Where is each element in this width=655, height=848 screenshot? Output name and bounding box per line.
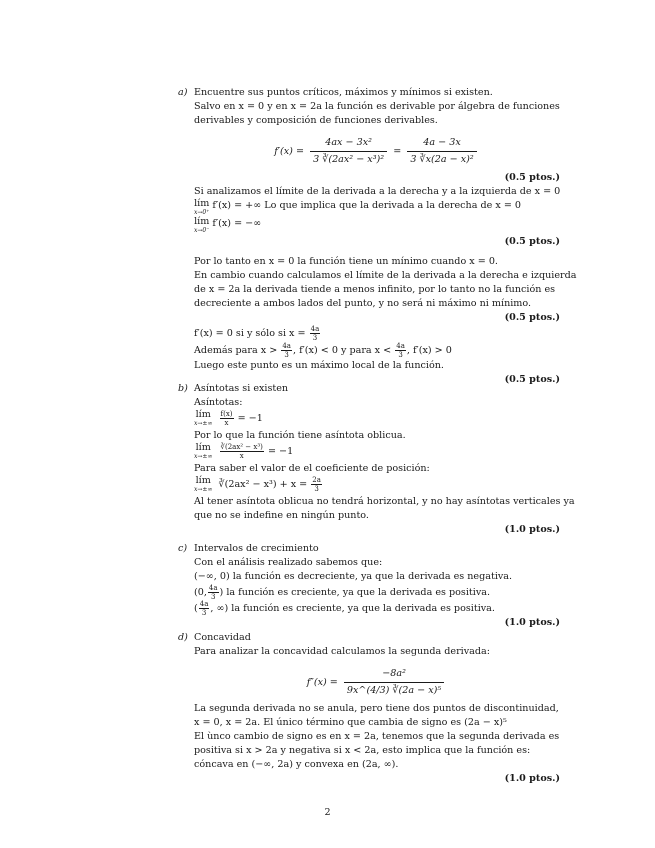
limit-line xyxy=(194,443,560,462)
equals-sign: = xyxy=(393,146,402,157)
numerator: 4a − 3x xyxy=(407,136,476,152)
denominator: 3 ∛(2ax² − x³)² xyxy=(313,154,385,165)
fraction xyxy=(220,410,234,427)
text: ∛(2ax² − x³) + x = xyxy=(218,479,308,490)
denominator: 3 xyxy=(210,593,216,601)
limit-expression: f′(x) = −∞ xyxy=(212,218,262,229)
paragraph: Por lo tanto en x = 0 la función tiene un mínimo cuando x = 0. xyxy=(194,256,498,267)
denominator: 3 ∛x(2a − x)² xyxy=(410,154,474,165)
paragraph: Por lo que la función tiene asíntota oblicua. xyxy=(194,430,406,441)
numerator: 4ax − 3x² xyxy=(310,136,387,152)
points-label: (1.0 ptos.) xyxy=(504,524,560,535)
denominator: 3 xyxy=(312,334,318,342)
text: = −1 xyxy=(267,446,294,457)
paragraph: El ùnco cambio de signo es en x = 2a, tenemos que la segunda derivada es xyxy=(194,731,560,742)
fraction xyxy=(395,342,406,359)
limit-word: lím xyxy=(195,475,211,486)
section-d-body xyxy=(194,645,560,786)
text: , f′(x) > 0 xyxy=(406,345,452,356)
points-label: (1.0 ptos.) xyxy=(504,773,560,784)
denominator: x xyxy=(224,419,229,427)
page-number: 2 xyxy=(324,807,331,818)
section-b-label: b) xyxy=(178,383,188,394)
interval-line xyxy=(194,600,560,616)
limit-line xyxy=(194,410,560,429)
section-a-title: Encuentre sus puntos críticos, máximos y mínimos si existen. xyxy=(194,87,493,98)
denominator: 3 xyxy=(284,351,289,359)
text: (0, xyxy=(194,587,207,598)
paragraph: x = 0, x = 2a. El único término que cambia de signo es (2a − x)⁵ xyxy=(194,717,507,728)
limit-word: lím xyxy=(194,198,210,209)
numerator: 2a xyxy=(312,476,321,484)
paragraph: (−∞, 0) la función es decreciente, ya que la derivada es negativa. xyxy=(194,571,513,582)
fraction xyxy=(344,667,444,698)
points-label: (1.0 ptos.) xyxy=(504,617,560,628)
numerator: 4a xyxy=(199,600,209,608)
numerator: 4a xyxy=(396,342,405,350)
limit-operator xyxy=(194,443,212,461)
limit-word: lím xyxy=(195,442,211,453)
paragraph: Con el análisis realizado sabemos que: xyxy=(194,557,383,568)
equation-lhs: f′(x) = xyxy=(274,146,304,157)
equation-second-derivative xyxy=(194,667,560,698)
paragraph: La segunda derivada no se anula, pero tiene dos puntos de discontinuidad, xyxy=(194,703,559,714)
limit-operator xyxy=(194,476,212,494)
paragraph: Para saber el valor de el coeficiente de posición: xyxy=(194,463,430,474)
paragraph: En cambio cuando calculamos el límite de la derivada a la derecha e izquierda xyxy=(194,270,577,281)
limit-operator xyxy=(194,410,212,428)
limit-operator xyxy=(194,199,209,217)
paragraph: que no se indefine en ningún punto. xyxy=(194,510,369,521)
paragraph: decreciente a ambos lados del punto, y no será ni máximo ni mínimo. xyxy=(194,298,532,309)
section-d-title: Concavidad xyxy=(194,632,251,643)
fraction xyxy=(208,584,219,601)
sign-analysis-line xyxy=(194,342,560,359)
text: = −1 xyxy=(237,413,263,424)
points-label: (0.5 ptos.) xyxy=(504,312,560,323)
limit-subscript: x→±∞ xyxy=(194,453,213,460)
denominator: 3 xyxy=(314,485,319,493)
paragraph: de x = 2a la derivada tiende a menos infinito, por lo tanto no la función es xyxy=(194,284,556,295)
paragraph: Para analizar la concavidad calculamos la segunda derivada: xyxy=(194,646,490,657)
paragraph: cóncava en (−∞, 2a) y convexa en (2a, ∞). xyxy=(194,759,399,770)
text: f′(x) = 0 si y sólo si x = xyxy=(194,328,306,339)
denominator: 3 xyxy=(201,609,207,617)
paragraph: Salvo en x = 0 y en x = 2a la función es derivable por álgebra de funciones xyxy=(194,101,560,112)
fraction xyxy=(220,443,264,460)
limit-line xyxy=(194,199,560,217)
fraction xyxy=(311,476,322,493)
numerator: 4a xyxy=(310,325,320,333)
text: Además para x > xyxy=(194,345,278,356)
equation-lhs: f″(x) = xyxy=(306,677,338,688)
limit-line xyxy=(194,476,560,495)
points-label: (0.5 ptos.) xyxy=(504,172,560,183)
section-a-label: a) xyxy=(178,87,188,98)
denominator: 3 xyxy=(398,351,403,359)
equation-first-derivative xyxy=(194,136,560,167)
section-c-body xyxy=(194,556,560,630)
fraction xyxy=(310,136,387,167)
denominator: 9x^(4/3) ∛(2a − x)⁵ xyxy=(346,685,442,696)
paragraph: derivables y composición de funciones derivables. xyxy=(194,115,438,126)
text: ( xyxy=(194,603,198,614)
numerator: f(x) xyxy=(220,410,233,418)
limit-line xyxy=(194,217,560,235)
paragraph: positiva si x > 2a y negativa si x < 2a, esto implica que la función es: xyxy=(194,745,531,756)
fraction xyxy=(407,136,476,167)
limit-word: lím xyxy=(195,409,211,420)
section-b-title: Asíntotas si existen xyxy=(194,383,289,394)
limit-subscript: x→±∞ xyxy=(194,486,213,493)
limit-subscript: x→±∞ xyxy=(194,420,213,427)
points-label: (0.5 ptos.) xyxy=(504,374,560,385)
paragraph: Si analizamos el límite de la derivada a la derecha y a la izquierda de x = 0 xyxy=(194,186,561,197)
critical-point-line xyxy=(194,325,560,342)
section-b-body xyxy=(194,396,575,537)
text: , f′(x) < 0 y para x < xyxy=(292,345,392,356)
text: ) la función es creciente, ya que la derivada es positiva. xyxy=(219,587,491,598)
points-label: (0.5 ptos.) xyxy=(504,236,560,247)
section-c-label: c) xyxy=(178,543,188,554)
section-c-title: Intervalos de crecimiento xyxy=(194,543,319,554)
section-d-label: d) xyxy=(178,632,188,643)
numerator: ∛(2ax² − x³) xyxy=(220,443,263,451)
paragraph: Al tener asíntota oblicua no tendrá horizontal, y no hay asíntotas verticales ya xyxy=(194,496,575,507)
limit-subscript: x→0⁺ xyxy=(194,209,210,216)
paragraph: Luego este punto es un máximo local de la función. xyxy=(194,360,444,371)
limit-word: lím xyxy=(194,216,210,227)
fraction xyxy=(199,600,210,617)
interval-line xyxy=(194,584,560,600)
limit-operator xyxy=(194,217,209,235)
text: , ∞) la función es creciente, ya que la derivada es positiva. xyxy=(210,603,495,614)
fraction xyxy=(310,325,321,342)
numerator: −8a² xyxy=(344,667,444,683)
denominator: x xyxy=(239,452,244,460)
paragraph: Asíntotas: xyxy=(194,397,243,408)
limit-expression: f′(x) = +∞ Lo que implica que la derivada a la derecha de x = 0 xyxy=(212,200,522,211)
section-a-body xyxy=(194,100,577,387)
numerator: 4a xyxy=(208,584,218,592)
fraction xyxy=(281,342,292,359)
numerator: 4a xyxy=(282,342,291,350)
limit-subscript: x→0⁻ xyxy=(194,227,210,234)
